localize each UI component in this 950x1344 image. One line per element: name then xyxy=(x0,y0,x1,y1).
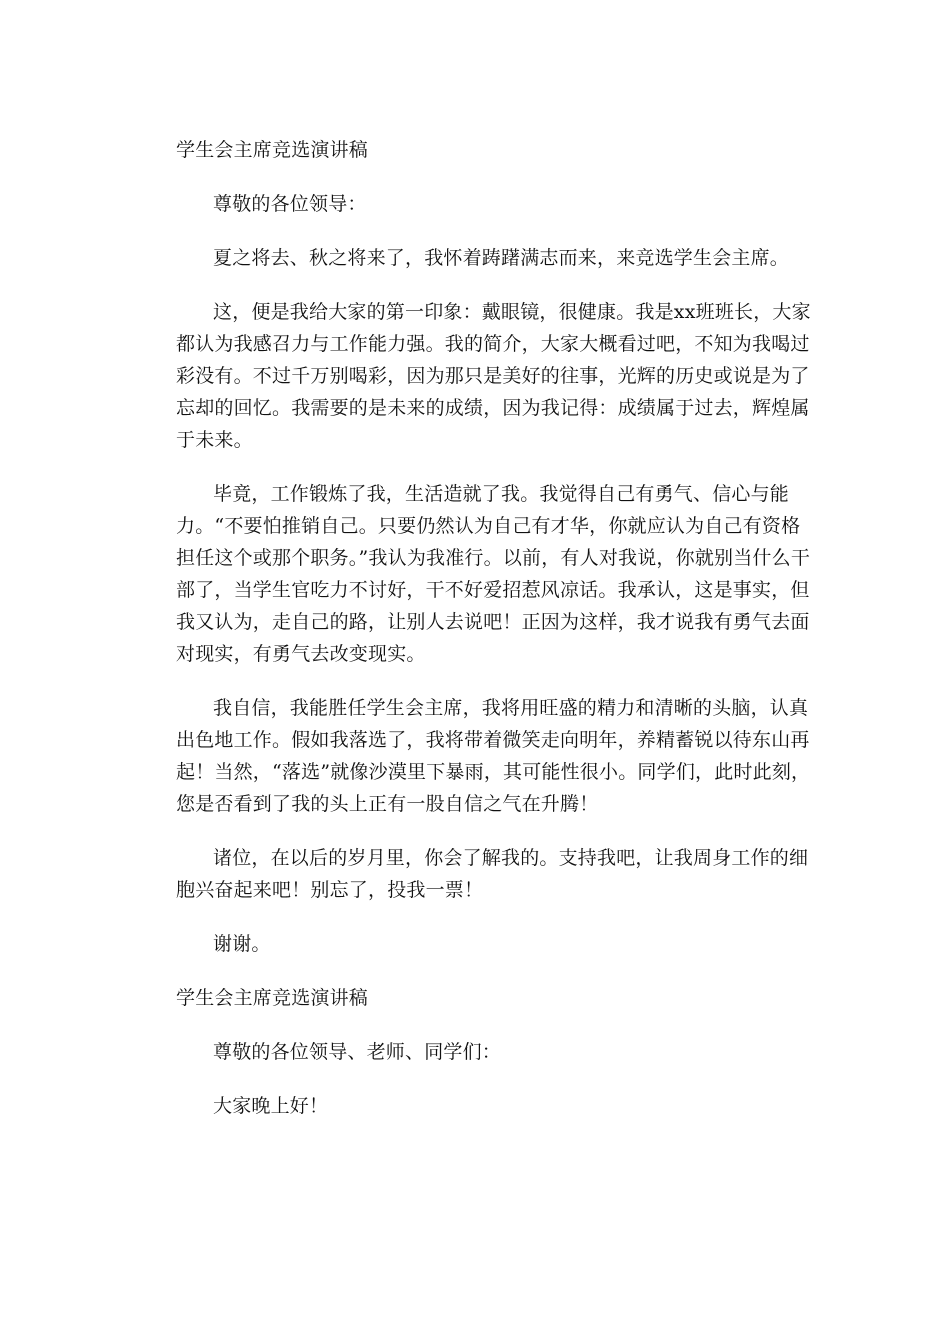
section1-paragraph-1: 夏之将去、秋之将来了，我怀着踌躇满志而来，来竞选学生会主席。 xyxy=(213,247,790,269)
section1-paragraph-2: 这，便是我给大家的第一印象：戴眼镜，很健康。我是xx班班长，大家都认为我感召力与工作能力强。我的简介，大家大概看过吧，不知为我喝过彩没有。不过千万别喝彩，因为那只是美好的往事，光辉的历史或说是为了忘却的回忆。我需要的是未来的成绩，因为我记得：成绩属于过去，辉煌属于未来。 xyxy=(176,301,811,451)
section1-greeting: 尊敬的各位领导： xyxy=(213,193,367,215)
document-body xyxy=(176,134,816,1144)
section1-closing: 谢谢。 xyxy=(213,933,271,955)
section2-greeting: 尊敬的各位领导、老师、同学们： xyxy=(213,1041,502,1063)
section1-paragraph-4: 我自信，我能胜任学生会主席，我将用旺盛的精力和清晰的头脑，认真出色地工作。假如我落选了，我将带着微笑走向明年，养精蓄锐以待东山再起！当然，“落选”就像沙漠里下暴雨，其可能性很小。同学们，此时此刻，您是否看到了我的头上正有一股自信之气在升腾！ xyxy=(176,697,811,815)
section1-title: 学生会主席竞选演讲稿 xyxy=(176,139,369,161)
section1-paragraph-3: 毕竟，工作锻炼了我，生活造就了我。我觉得自己有勇气、信心与能力。“不要怕推销自己。只要仍然认为自己有才华，你就应认为自己有资格担任这个或那个职务。”我认为我准行。以前，有人对我说，你就别当什么干部了，当学生官吃力不讨好，干不好爱招惹风凉话。我承认，这是事实，但我又认为，走自己的路，让别人去说吧！正因为这样，我才说我有勇气去面对现实，有勇气去改变现实。 xyxy=(176,483,811,665)
section2-title: 学生会主席竞选演讲稿 xyxy=(176,987,369,1009)
section1-paragraph-5: 诸位，在以后的岁月里，你会了解我的。支持我吧，让我周身工作的细胞兴奋起来吧！别忘了，投我一票！ xyxy=(176,847,809,901)
section2-opening: 大家晚上好！ xyxy=(213,1095,329,1117)
